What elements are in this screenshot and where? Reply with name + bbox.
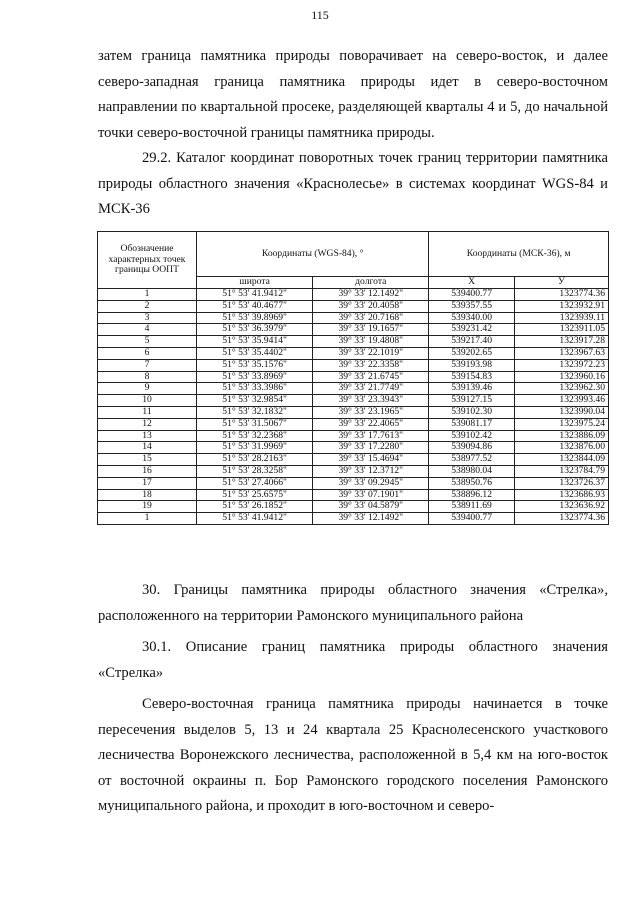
longitude-cell: 39° 33' 12.3712" [313, 465, 429, 477]
table-row [98, 477, 609, 489]
table-row [98, 465, 609, 477]
y-cell: 1323960.16 [514, 371, 608, 383]
subheader-latitude: широта [197, 277, 313, 289]
latitude-cell: 51° 53' 32.9854" [197, 395, 313, 407]
longitude-cell: 39° 33' 21.7749" [313, 383, 429, 395]
x-cell: 538896.12 [429, 489, 515, 501]
table-row [98, 383, 609, 395]
x-cell: 538977.52 [429, 454, 515, 466]
coordinates-table [97, 231, 609, 525]
point-number: 12 [98, 418, 197, 430]
y-cell: 1323972.23 [514, 359, 608, 371]
latitude-cell: 51° 53' 32.2368" [197, 430, 313, 442]
y-cell: 1323636.92 [514, 501, 608, 513]
table-row [98, 513, 609, 525]
header-wgs84: Координаты (WGS-84), ° [197, 232, 429, 277]
longitude-cell: 39° 33' 17.7613" [313, 430, 429, 442]
x-cell: 539081.17 [429, 418, 515, 430]
x-cell: 539400.77 [429, 289, 515, 301]
x-cell: 539340.00 [429, 312, 515, 324]
x-cell: 539127.15 [429, 395, 515, 407]
point-number: 2 [98, 300, 197, 312]
point-number: 7 [98, 359, 197, 371]
intro-paragraph: затем граница памятника природы поворачивает на северо-восток, и далее северо-западная граница памятника природы идет в северо-восточном направлении по квартальной просеке, разделяющей кварталы 4 и 5, до начальной точки северо-восточной границы памятника природы. [98, 48, 608, 141]
point-number: 10 [98, 395, 197, 407]
latitude-cell: 51° 53' 40.4677" [197, 300, 313, 312]
subheader-longitude: долгота [313, 277, 429, 289]
x-cell: 539202.65 [429, 347, 515, 359]
latitude-cell: 51° 53' 25.6575" [197, 489, 313, 501]
x-cell: 539154.83 [429, 371, 515, 383]
table-row [98, 442, 609, 454]
point-number: 5 [98, 336, 197, 348]
page-number: 115 [311, 8, 329, 22]
point-number: 18 [98, 489, 197, 501]
x-cell: 539217.40 [429, 336, 515, 348]
y-cell: 1323844.09 [514, 454, 608, 466]
longitude-cell: 39° 33' 07.1901" [313, 489, 429, 501]
point-number: 19 [98, 501, 197, 513]
latitude-cell: 51° 53' 31.5067" [197, 418, 313, 430]
latitude-cell: 51° 53' 33.8969" [197, 371, 313, 383]
longitude-cell: 39° 33' 22.4065" [313, 418, 429, 430]
table-row [98, 501, 609, 513]
point-number: 9 [98, 383, 197, 395]
longitude-cell: 39° 33' 21.6745" [313, 371, 429, 383]
y-cell: 1323967.63 [514, 347, 608, 359]
x-cell: 539400.77 [429, 513, 515, 525]
table-row [98, 359, 609, 371]
y-cell: 1323932.91 [514, 300, 608, 312]
longitude-cell: 39° 33' 17.2280" [313, 442, 429, 454]
longitude-cell: 39° 33' 19.4808" [313, 336, 429, 348]
y-cell: 1323993.46 [514, 395, 608, 407]
y-cell: 1323990.04 [514, 406, 608, 418]
longitude-cell: 39° 33' 12.1492" [313, 513, 429, 525]
point-number: 15 [98, 454, 197, 466]
table-row [98, 454, 609, 466]
x-cell: 539193.98 [429, 359, 515, 371]
table-row [98, 336, 609, 348]
latitude-cell: 51° 53' 33.3986" [197, 383, 313, 395]
y-cell: 1323975.24 [514, 418, 608, 430]
point-number: 1 [98, 513, 197, 525]
latitude-cell: 51° 53' 31.9969" [197, 442, 313, 454]
longitude-cell: 39° 33' 12.1492" [313, 289, 429, 301]
longitude-cell: 39° 33' 23.3943" [313, 395, 429, 407]
latitude-cell: 51° 53' 41.9412" [197, 513, 313, 525]
latitude-cell: 51° 53' 35.1576" [197, 359, 313, 371]
subheader-y: У [514, 277, 608, 289]
x-cell: 538980.04 [429, 465, 515, 477]
latitude-cell: 51° 53' 28.2163" [197, 454, 313, 466]
section-30-heading: 30. Границы памятника природы областного значения «Стрелка», расположенного на территории Рамонского муниципального района [98, 582, 608, 624]
y-cell: 1323886.09 [514, 430, 608, 442]
x-cell: 538911.69 [429, 501, 515, 513]
y-cell: 1323774.36 [514, 513, 608, 525]
x-cell: 539102.42 [429, 430, 515, 442]
header-point: Обозначение характерных точек границы ООПТ [98, 232, 197, 289]
table-row [98, 418, 609, 430]
point-number: 1 [98, 289, 197, 301]
y-cell: 1323939.11 [514, 312, 608, 324]
y-cell: 1323876.00 [514, 442, 608, 454]
y-cell: 1323911.05 [514, 324, 608, 336]
x-cell: 539231.42 [429, 324, 515, 336]
y-cell: 1323686.93 [514, 489, 608, 501]
table-row [98, 489, 609, 501]
latitude-cell: 51° 53' 36.3979" [197, 324, 313, 336]
section-29-2-heading: 29.2. Каталог координат поворотных точек границ территории памятника природы областного значения «Краснолесье» в системах координат WGS-84 и МСК-36 [98, 150, 608, 217]
point-number: 6 [98, 347, 197, 359]
longitude-cell: 39° 33' 20.4058" [313, 300, 429, 312]
final-paragraph: Северо-восточная граница памятника природы начинается в точке пересечения выделов 5, 13 и 24 квартала 25 Краснолесенского участкового лесничества Воронежского лесничества, расположенной в 5,4 км на юго-восток от восточной окраины п. Бор Рамонского городского поселения Рамонского муниципального района, и проходит в юго-восточном и северо- [98, 696, 608, 814]
latitude-cell: 51° 53' 26.1852" [197, 501, 313, 513]
table-row [98, 289, 609, 301]
y-cell: 1323962.30 [514, 383, 608, 395]
latitude-cell: 51° 53' 41.9412" [197, 289, 313, 301]
longitude-cell: 39° 33' 22.1019" [313, 347, 429, 359]
intro-block [98, 44, 608, 223]
y-cell: 1323774.36 [514, 289, 608, 301]
header-msk36: Координаты (МСК-36), м [429, 232, 609, 277]
point-number: 4 [98, 324, 197, 336]
lower-block [98, 578, 608, 820]
point-number: 14 [98, 442, 197, 454]
table-row [98, 300, 609, 312]
x-cell: 539102.30 [429, 406, 515, 418]
point-number: 13 [98, 430, 197, 442]
subheader-x: X [429, 277, 515, 289]
y-cell: 1323917.28 [514, 336, 608, 348]
longitude-cell: 39° 33' 15.4694" [313, 454, 429, 466]
latitude-cell: 51° 53' 28.3258" [197, 465, 313, 477]
section-30-1-heading: 30.1. Описание границ памятника природы областного значения «Стрелка» [98, 639, 608, 681]
longitude-cell: 39° 33' 20.7168" [313, 312, 429, 324]
table-row [98, 371, 609, 383]
x-cell: 539357.55 [429, 300, 515, 312]
latitude-cell: 51° 53' 32.1832" [197, 406, 313, 418]
table-row [98, 406, 609, 418]
latitude-cell: 51° 53' 39.8969" [197, 312, 313, 324]
point-number: 17 [98, 477, 197, 489]
x-cell: 538950.76 [429, 477, 515, 489]
point-number: 8 [98, 371, 197, 383]
latitude-cell: 51° 53' 27.4066" [197, 477, 313, 489]
longitude-cell: 39° 33' 22.3358" [313, 359, 429, 371]
x-cell: 539139.46 [429, 383, 515, 395]
table-row [98, 430, 609, 442]
point-number: 16 [98, 465, 197, 477]
table-row [98, 347, 609, 359]
y-cell: 1323726.37 [514, 477, 608, 489]
x-cell: 539094.86 [429, 442, 515, 454]
latitude-cell: 51° 53' 35.4402" [197, 347, 313, 359]
longitude-cell: 39° 33' 04.5879" [313, 501, 429, 513]
latitude-cell: 51° 53' 35.9414" [197, 336, 313, 348]
point-number: 3 [98, 312, 197, 324]
y-cell: 1323784.79 [514, 465, 608, 477]
table-row [98, 312, 609, 324]
point-number: 11 [98, 406, 197, 418]
table-row [98, 324, 609, 336]
table-row [98, 395, 609, 407]
longitude-cell: 39° 33' 09.2945" [313, 477, 429, 489]
longitude-cell: 39° 33' 23.1965" [313, 406, 429, 418]
longitude-cell: 39° 33' 19.1657" [313, 324, 429, 336]
